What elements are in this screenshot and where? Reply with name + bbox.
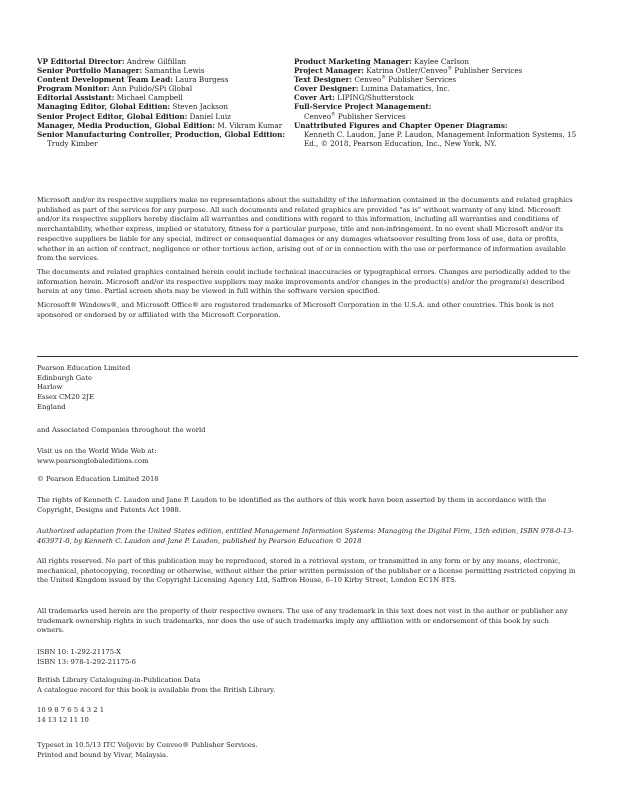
credit-line-continued: Kenneth C. Laudon, Jane P. Laudon, Management Information Systems, 15 Ed., © 2018, Pearson Education, Inc., New York, NY.	[304, 129, 577, 148]
disclaimer-paragraph-3: Microsoft® Windows®, and Microsoft Office® are registered trademarks of Microsoft Corporation in the U.S.A. and other countries. This book is not sponsored or endorsed by or affiliated with the Microsoft Corporation.	[37, 301, 554, 319]
credit-line: Senior Portfolio Manager: Samantha Lewis	[37, 66, 205, 76]
registered-mark: ®	[331, 112, 336, 118]
credit-line: Senior Manufacturing Controller, Production, Global Edition: Trudy Kimber	[37, 129, 285, 148]
credit-line: Cover Designer: Lumina Datamatics, Inc.	[294, 84, 450, 94]
credits-left-column	[37, 57, 291, 148]
disclaimer-paragraph-2: The documents and related graphics contained herein could include technical inaccuracies or typographical errors. Changes are periodically added to the information herein. Microsoft and/or its respective suppliers may make improvements and/or changes in the product(s) and/or the program(s) described herein at any time. Partial screen shots may be viewed in full within the software version specified.	[37, 267, 571, 296]
website-link[interactable]: www.pearsonglobaleditions.com	[37, 456, 149, 465]
credits-section	[37, 57, 597, 148]
credit-line: Product Marketing Manager: Kaylee Carlson	[294, 57, 470, 66]
credit-line: Project Manager: Katrina Ostler/Cenveo® Publisher Services	[294, 66, 523, 76]
credit-line-continued: Cenveo® Publisher Services	[304, 111, 406, 121]
credit-line: Senior Project Editor, Global Edition: Daniel Luiz	[37, 111, 231, 121]
copyright-notice: © Pearson Education Limited 2018	[37, 475, 159, 483]
credit-line: Text Designer: Cenveo® Publisher Services	[294, 75, 457, 85]
credit-line: Cover Art: LIPING/Shutterstock	[294, 93, 414, 103]
registered-mark: ®	[381, 75, 386, 81]
credit-line: Content Development Team Lead: Laura Burgess	[37, 75, 229, 85]
credit-line: Editorial Assistant: Michael Campbell	[37, 93, 183, 103]
all-rights-reserved: All rights reserved. No part of this publication may be reproduced, stored in a retrieval system, or transmitted in any form or by any means, electronic, mechanical, photocopying, recording or otherwise, without either the prior written permission of the publisher or a license permitting restricted copying in the United Kingdom issued by the Copyright Licensing Agency Ltd, Saffron House, 6–10 Kirby Street, London EC1N 8TS.	[37, 557, 576, 585]
trademarks-notice: All trademarks used herein are the property of their respective owners. The use of any trademark in this text does not vest in the author or publisher any trademark ownership rights in such trademarks, nor does the use of such trademarks imply any affiliation with or endorsement of this book by such owners.	[37, 607, 568, 635]
divider	[37, 356, 578, 357]
website-block: Visit us on the World Wide Web at: www.pearsonglobaleditions.com	[37, 447, 577, 466]
cataloguing-block: British Library Cataloguing-in-Publication Data A catalogue record for this book is available from the British Library.	[37, 676, 276, 694]
adaptation-notice: Authorized adaptation from the United States edition, entitled Management Information Systems: Managing the Digital Firm, 15th edition, ISBN 978-0-13-463971-0, by Kenneth C. Laudon and Jane P. Laudon, published by Pearson Education © 2018	[37, 527, 574, 545]
registered-mark: ®	[447, 66, 453, 72]
credit-line: Full-Service Project Management:	[294, 102, 432, 112]
credit-line: Program Monitor: Ann Pulido/SPi Global	[37, 84, 193, 94]
author-rights: The rights of Kenneth C. Laudon and Jane P. Laudon to be identified as the authors of this work have been asserted by them in accordance with the Copyright, Designs and Patents Act 1988.	[37, 496, 547, 514]
credit-line: Unattributed Figures and Chapter Opener Diagrams:	[294, 120, 508, 130]
credit-line: Managing Editor, Global Edition: Steven Jackson	[37, 102, 228, 112]
isbn-block: ISBN 10: 1-292-21175-X ISBN 13: 978-1-292-21175-6	[37, 648, 136, 666]
disclaimer-paragraph-1: Microsoft and/or its respective suppliers make no representations about the suitability of the information contained in the documents and related graphics published as part of the services for any purpose. All such documents and related graphics are provided "as is" without warranty of any kind. Microsoft and/or its respective suppliers hereby disclaim all warranties and conditions with regard to this information, including all warranties and conditions of merchantability, whether express, implied or statutory, fitness for a particular purpose, title and non-infringement. In no event shall Microsoft and/or its respective suppliers be liable for any special, indirect or consequential damages or any damages whatsoever resulting from loss of use, data or profits, whether in an action of contract, negligence or other tortious action, arising out of or in connection with the use or performance of information available from the services.	[37, 196, 573, 263]
microsoft-disclaimer	[37, 196, 577, 320]
associated-companies: and Associated Companies throughout the world	[37, 426, 206, 434]
credit-line: VP Editorial Director: Andrew Gilfillan	[37, 57, 186, 66]
typesetting-block: Typeset in 10.5/13 ITC Veljovic by Cenveo® Publisher Services. Printed and bound by Vivar, Malaysia.	[37, 741, 258, 759]
publisher-address: Pearson Education Limited Edinburgh Gate Harlow Essex CM20 2JE England	[37, 364, 131, 411]
print-line: 10 9 8 7 6 5 4 3 2 1 14 13 12 11 10	[37, 706, 105, 724]
credits-right-column	[294, 57, 584, 148]
credit-line: Manager, Media Production, Global Edition: M. Vikram Kumar	[37, 120, 283, 130]
